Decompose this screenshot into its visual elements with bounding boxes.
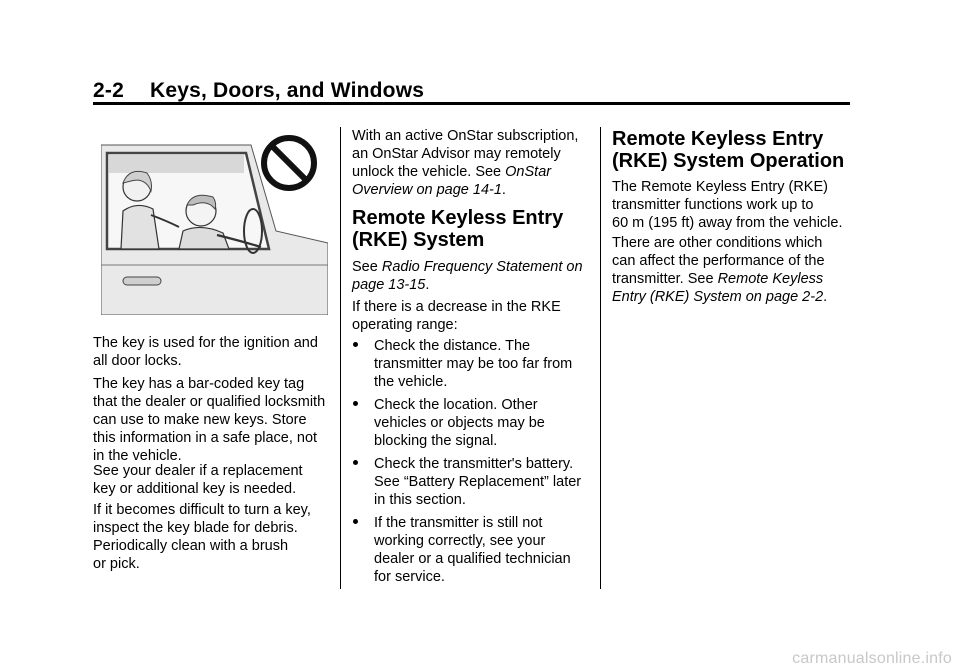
text-line: the vehicle. bbox=[374, 374, 448, 390]
text-line: The key has a bar-coded key tag bbox=[93, 376, 305, 392]
bullet-icon bbox=[353, 519, 358, 524]
text-line: transmitter may be too far from bbox=[374, 356, 573, 372]
text-line: an OnStar Advisor may remotely bbox=[352, 146, 561, 162]
heading-line: (RKE) System Operation bbox=[612, 150, 845, 172]
text-line: See “Battery Replacement” later bbox=[374, 474, 582, 490]
text-line: transmitter functions work up to bbox=[612, 197, 814, 213]
section-title: Keys, Doors, and Windows bbox=[149, 79, 425, 102]
cross-reference-link[interactable]: Overview on page 14-1 bbox=[352, 182, 502, 198]
text-line: Check the location. Other bbox=[374, 397, 538, 413]
text-span: transmitter. See bbox=[612, 271, 718, 287]
column-divider-right bbox=[600, 127, 601, 589]
text-span: . bbox=[425, 277, 430, 293]
text-line: See your dealer if a replacement bbox=[93, 463, 303, 479]
text-line: or pick. bbox=[93, 556, 140, 572]
text-line: With an active OnStar subscription, bbox=[352, 128, 579, 144]
text-line: in the vehicle. bbox=[93, 448, 182, 464]
illustration-svg bbox=[101, 131, 328, 315]
text-line: Periodically clean with a brush bbox=[93, 538, 289, 554]
text-span: . bbox=[823, 289, 828, 305]
text-line: dealer or a qualified technician bbox=[374, 551, 571, 567]
text-line: can use to make new keys. Store bbox=[93, 412, 307, 428]
bullet-item-distance bbox=[374, 337, 572, 391]
text-span: See bbox=[352, 259, 382, 275]
watermark-text: carmanualsonline.info bbox=[792, 650, 952, 667]
paragraph-onstar bbox=[352, 127, 578, 199]
text-line: vehicles or objects may be bbox=[374, 415, 545, 431]
children-in-car-illustration bbox=[101, 131, 328, 315]
page-header bbox=[93, 79, 424, 103]
bullet-icon bbox=[353, 342, 358, 347]
text-line: this information in a safe place, not bbox=[93, 430, 318, 446]
paragraph-see-radio-frequency bbox=[352, 258, 583, 294]
bullet-item-still-not-working bbox=[374, 514, 571, 586]
text-span: . bbox=[501, 182, 506, 198]
heading-line: Remote Keyless Entry bbox=[612, 128, 824, 150]
paragraph-other-conditions bbox=[612, 234, 827, 306]
text-line: If there is a decrease in the RKE bbox=[352, 299, 561, 315]
text-line: 60 m (195 ft) away from the vehicle. bbox=[612, 215, 843, 231]
header-rule bbox=[93, 102, 850, 105]
bullet-icon bbox=[353, 460, 358, 465]
text-line: operating range: bbox=[352, 317, 458, 333]
cross-reference-link[interactable]: page 13-15 bbox=[352, 277, 426, 293]
text-line bbox=[352, 163, 578, 181]
text-line: Check the transmitter's battery. bbox=[374, 456, 574, 472]
page-number: 2-2 bbox=[93, 79, 124, 102]
column-divider-left bbox=[340, 127, 341, 589]
text-line: blocking the signal. bbox=[374, 433, 498, 449]
text-line: working correctly, see your bbox=[374, 533, 546, 549]
text-line bbox=[352, 276, 583, 294]
text-line: The Remote Keyless Entry (RKE) bbox=[612, 179, 828, 195]
heading-line: Remote Keyless Entry bbox=[352, 207, 564, 229]
text-line: The key is used for the ignition and bbox=[93, 335, 318, 351]
text-line: for service. bbox=[374, 569, 445, 585]
paragraph-rke-intro bbox=[352, 298, 561, 334]
cross-reference-link[interactable]: Entry (RKE) System on page 2-2 bbox=[612, 289, 824, 305]
text-line: If the transmitter is still not bbox=[374, 515, 543, 531]
text-line: There are other conditions which bbox=[612, 235, 823, 251]
section-heading-rke-operation bbox=[612, 128, 844, 172]
text-line: Check the distance. The bbox=[374, 338, 531, 354]
text-line: in this section. bbox=[374, 492, 466, 508]
bullet-icon bbox=[353, 401, 358, 406]
cross-reference-link[interactable]: Radio Frequency Statement on bbox=[381, 259, 583, 275]
text-span: unlock the vehicle. See bbox=[352, 164, 506, 180]
paragraph-key-usage bbox=[93, 334, 318, 370]
text-line bbox=[612, 288, 827, 306]
cross-reference-link[interactable]: OnStar bbox=[505, 164, 552, 180]
text-line: all door locks. bbox=[93, 353, 182, 369]
paragraph-bar-coded-tag bbox=[93, 375, 325, 465]
bullet-item-location bbox=[374, 396, 545, 450]
text-line bbox=[612, 270, 827, 288]
paragraph-rke-range bbox=[612, 178, 843, 232]
text-line: key or additional key is needed. bbox=[93, 481, 297, 497]
text-line: If it becomes difficult to turn a key, bbox=[93, 502, 311, 518]
paragraph-difficult-key bbox=[93, 501, 311, 573]
text-line: can affect the performance of the bbox=[612, 253, 825, 269]
text-line bbox=[352, 258, 583, 276]
heading-line: (RKE) System bbox=[352, 229, 485, 251]
cross-reference-link[interactable]: Remote Keyless bbox=[717, 271, 824, 287]
paragraph-replacement-key bbox=[93, 462, 303, 498]
section-heading-rke-system bbox=[352, 207, 563, 251]
text-line bbox=[352, 181, 578, 199]
text-line: that the dealer or qualified locksmith bbox=[93, 394, 326, 410]
bullet-item-battery bbox=[374, 455, 581, 509]
text-line: inspect the key blade for debris. bbox=[93, 520, 298, 536]
